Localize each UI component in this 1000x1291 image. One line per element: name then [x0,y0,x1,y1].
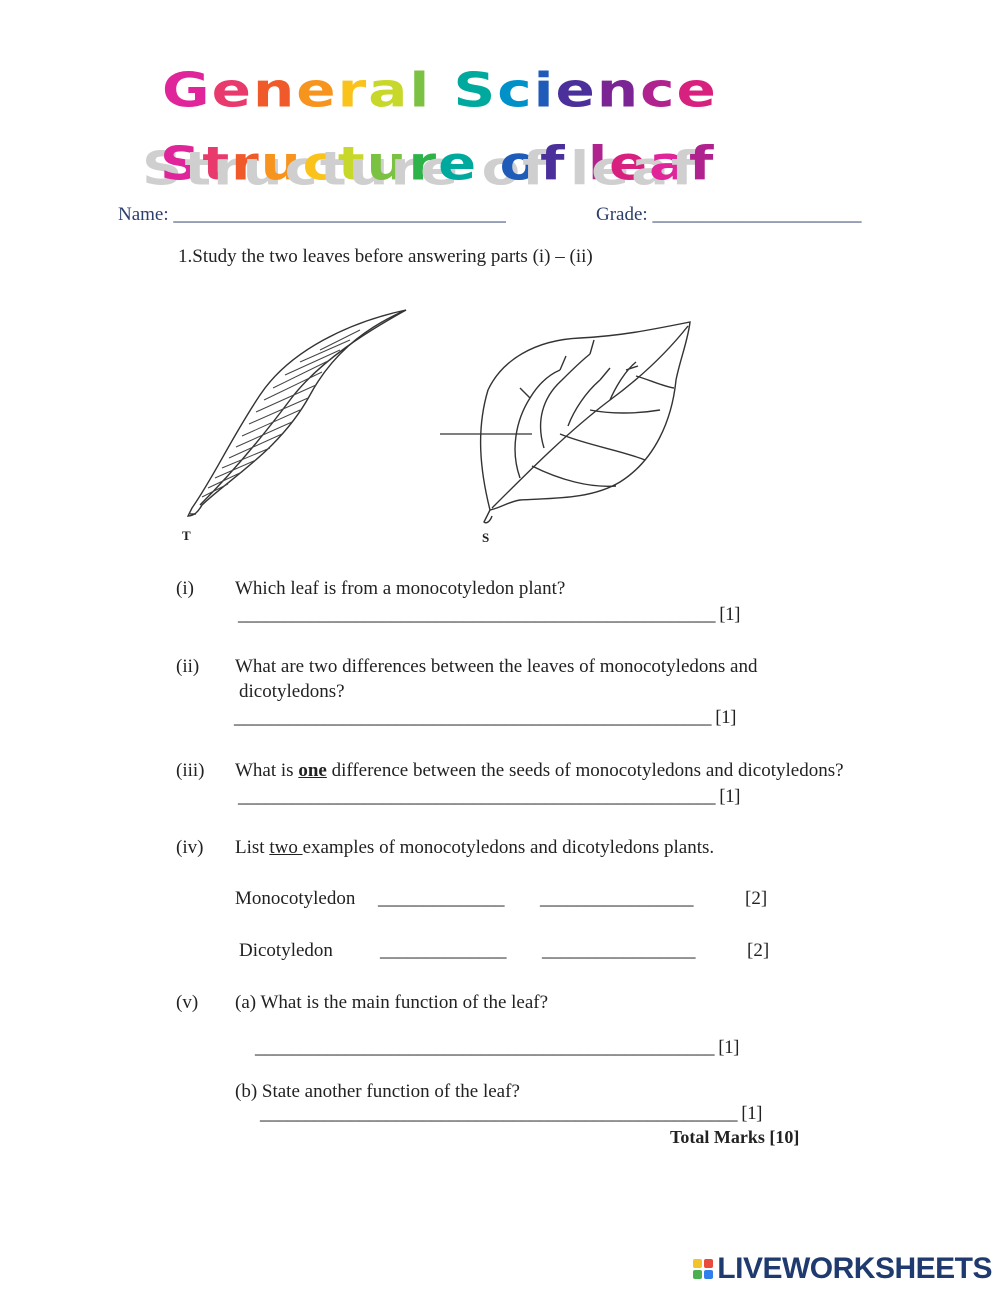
part-iv-question: List two examples of monocotyledons and dicotyledons plants. [235,837,715,858]
liveworksheets-logo-text: LIVEWORKSHEETS [717,1252,992,1285]
part-iv-number: (iv) [176,837,204,858]
title-letter: r [408,137,439,192]
title-letter: f [540,137,567,192]
monocotyledon-blank-2[interactable]: _________________ [540,888,693,909]
part-v-a-answer-line[interactable]: ___________________________________________________ [1] [255,1037,739,1058]
liveworksheets-grid-icon [693,1259,713,1279]
title-letter: a [649,137,689,192]
question-intro: 1.Study the two leaves before answering parts (i) – (ii) [178,246,593,267]
title-letter: l [587,137,610,192]
title-general-science [162,56,718,124]
dicot-leaf-illustration [440,310,710,540]
part-iii-number: (iii) [176,760,205,781]
title-letter: a [368,62,410,118]
part-v-b-question: (b) State another function of the leaf? [235,1081,520,1102]
dicotyledon-blank-2[interactable]: _________________ [542,940,695,961]
part-ii-question-line2: dicotyledons? [239,681,345,702]
title-letter: r [231,137,261,192]
title-letter: e [555,62,597,118]
title-letter: G [162,62,212,118]
title-letter [478,138,500,191]
liveworksheets-logo[interactable] [693,1252,992,1286]
title-structure-of-leaf [160,132,715,197]
name-field-label[interactable]: Name: ___________________________________ [118,204,506,225]
part-i-number: (i) [176,578,194,599]
title-letter: e [211,62,253,118]
title-letter: t [337,137,367,192]
part-iii-answer-line[interactable]: _____________________________________________________ [1] [238,786,740,807]
title-letter: t [202,137,232,192]
title-letter: n [596,62,641,118]
title-letter [566,138,588,191]
title-letter: l [409,62,432,118]
monocotyledon-marks: [2] [745,888,768,909]
title-letter: u [260,137,303,192]
title-letter: S [160,137,203,192]
title-letter: n [252,62,297,118]
title-letter: i [533,62,556,118]
part-ii-question-line1: What are two differences between the leaves of monocotyledons and [235,656,758,677]
title-letter: c [640,62,677,118]
dicotyledon-label: Dicotyledon [239,940,333,961]
part-i-answer-line[interactable]: _____________________________________________________ [1] [238,604,740,625]
title-letter: o [499,137,541,192]
title-letter: f [688,137,716,192]
leaf-t-label: T [182,528,191,543]
title-letter: c [497,62,534,118]
title-letter: e [296,62,338,118]
part-ii-number: (ii) [176,656,200,677]
part-ii-answer-line[interactable]: _____________________________________________________ [1] [234,707,736,728]
title-letter: S [453,62,498,118]
title-letter: c [302,137,338,192]
total-marks: Total Marks [10] [670,1127,800,1147]
part-v-number: (v) [176,992,199,1013]
title-letter: u [366,137,409,192]
emphasis-one: one [298,760,327,781]
grade-field-label[interactable]: Grade: ______________________ [596,204,862,225]
title-letter: e [609,137,650,192]
title-letter: r [337,62,369,118]
dicotyledon-blank-1[interactable]: ______________ [380,940,506,961]
monocotyledon-label: Monocotyledon [235,888,356,909]
dicotyledon-marks: [2] [747,940,770,961]
title-letter: e [438,137,479,192]
monocot-leaf-illustration [170,300,420,550]
part-iii-question: What is one difference between the seeds of monocotyledons and dicotyledons? [235,760,844,781]
title-letter [431,62,453,118]
title-letter: e [676,62,718,118]
emphasis-two: two [269,837,303,858]
part-v-b-answer-line[interactable]: _____________________________________________________ [1] [260,1103,762,1124]
part-v-a-question: (a) What is the main function of the leaf? [235,992,549,1013]
leaf-s-label: S [482,530,490,545]
monocotyledon-blank-1[interactable]: ______________ [378,888,504,909]
part-i-question: Which leaf is from a monocotyledon plant? [235,578,566,599]
